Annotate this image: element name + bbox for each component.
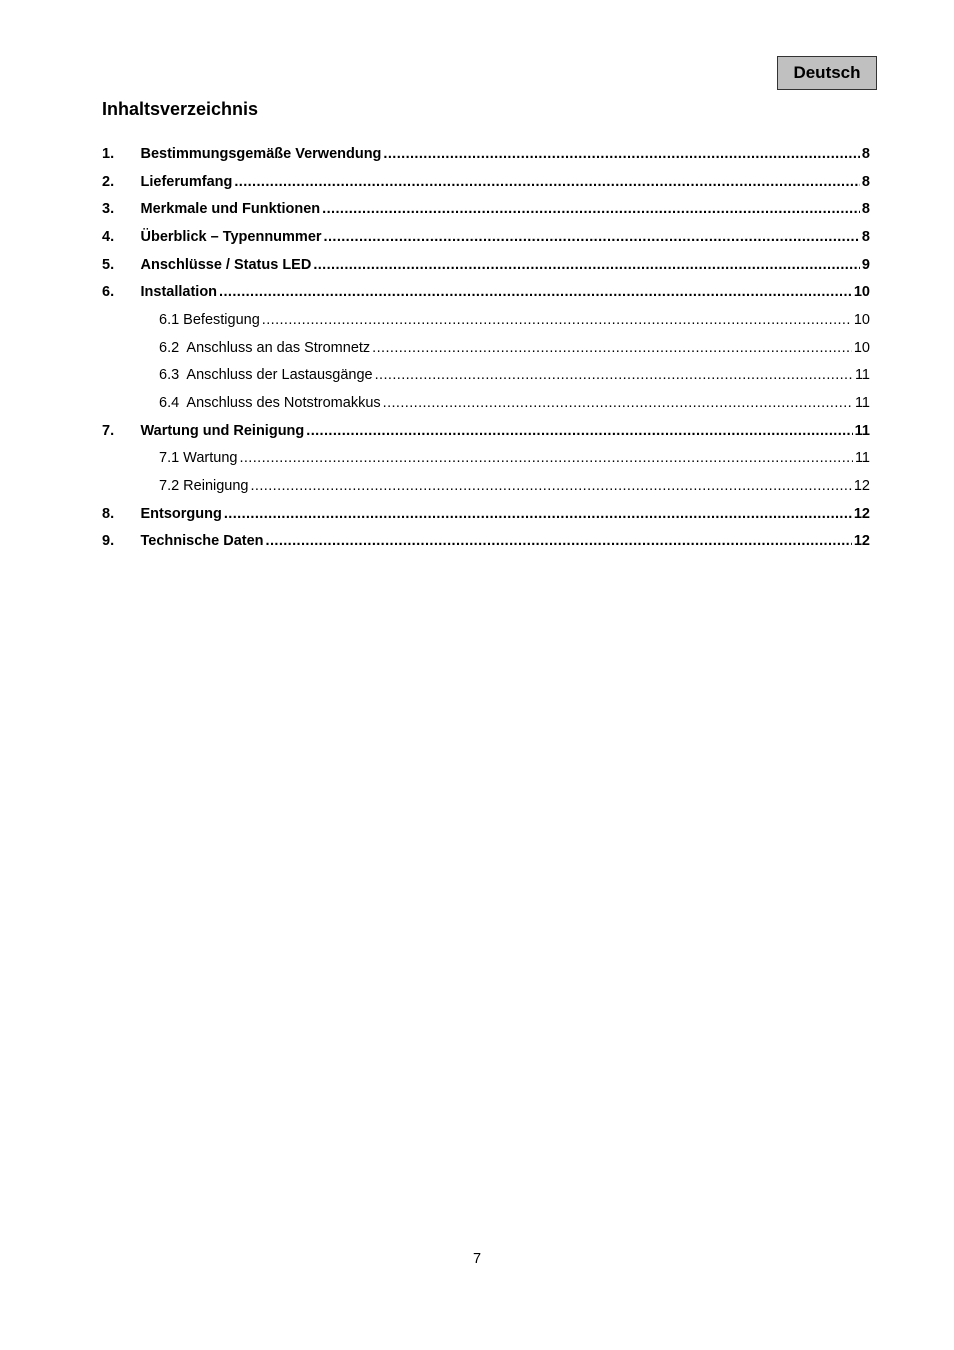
toc-entry-page: 8 xyxy=(861,173,870,190)
dot-leader xyxy=(372,340,852,356)
toc-entry-label: Überblick – Typennummer xyxy=(140,228,322,245)
toc-entry-label: Anschlüsse / Status LED xyxy=(140,256,312,273)
dot-leader xyxy=(239,450,852,466)
toc-entry[interactable] xyxy=(102,278,870,306)
dot-leader xyxy=(383,146,860,162)
toc-entry[interactable] xyxy=(102,500,870,528)
toc-entry-page: 8 xyxy=(861,201,870,218)
toc-subentry[interactable] xyxy=(102,334,870,362)
toc-entry-label: Merkmale und Funktionen xyxy=(140,201,321,218)
toc-entry-page: 8 xyxy=(861,228,870,245)
toc-entry-label: Installation xyxy=(140,284,218,301)
toc-entry-number: 6. xyxy=(102,284,115,301)
toc-entry-label: Technische Daten xyxy=(140,533,264,550)
language-badge: Deutsch xyxy=(777,56,877,90)
toc-subentry[interactable] xyxy=(102,472,870,500)
toc-entry-label: Lieferumfang xyxy=(140,173,233,190)
toc-entry-number: 2. xyxy=(102,173,115,190)
toc-subentry[interactable] xyxy=(102,445,870,473)
dot-leader xyxy=(375,367,853,383)
toc-entry-label: Wartung und Reinigung xyxy=(140,422,305,439)
toc-entry-page: 12 xyxy=(853,533,870,550)
toc-entry[interactable] xyxy=(102,417,870,445)
dot-leader xyxy=(313,257,860,273)
toc-entry[interactable] xyxy=(102,140,870,168)
toc-entry[interactable] xyxy=(102,528,870,556)
toc-subentry-page: 11 xyxy=(854,395,870,412)
toc-entry-number: 4. xyxy=(102,228,115,245)
toc-entry-label: Bestimmungsgemäße Verwendung xyxy=(140,145,382,162)
toc-subentry-label: 7.1 Wartung xyxy=(159,450,238,467)
toc-entry-number: 7. xyxy=(102,422,115,439)
toc-entry-page: 11 xyxy=(854,422,870,439)
toc-entry-number: 5. xyxy=(102,256,115,273)
toc-subentry-label: 7.2 Reinigung xyxy=(159,478,249,495)
toc-entry-page: 8 xyxy=(861,145,870,162)
toc-entry-number: 8. xyxy=(102,505,115,522)
dot-leader xyxy=(322,201,860,217)
dot-leader xyxy=(262,312,852,328)
toc-entry-number: 3. xyxy=(102,201,115,218)
toc-subentry-label: 6.2 Anschluss an das Stromnetz xyxy=(159,339,371,356)
table-of-contents xyxy=(102,140,870,555)
dot-leader xyxy=(224,506,852,522)
toc-subentry[interactable] xyxy=(102,306,870,334)
toc-entry[interactable] xyxy=(102,168,870,196)
toc-entry[interactable] xyxy=(102,251,870,279)
toc-subentry[interactable] xyxy=(102,389,870,417)
page-number: 7 xyxy=(472,1251,482,1267)
toc-subentry-page: 11 xyxy=(854,450,870,467)
toc-subentry-page: 11 xyxy=(854,367,870,384)
toc-subentry-label: 6.1 Befestigung xyxy=(159,311,260,328)
toc-entry-page: 10 xyxy=(853,284,870,301)
toc-subentry-page: 10 xyxy=(853,311,870,328)
toc-subentry-label: 6.3 Anschluss der Lastausgänge xyxy=(159,367,373,384)
dot-leader xyxy=(306,423,852,439)
toc-title: Inhaltsverzeichnis xyxy=(102,99,259,119)
toc-subentry-page: 10 xyxy=(853,339,870,356)
dot-leader xyxy=(219,284,852,300)
toc-entry-page: 9 xyxy=(861,256,870,273)
toc-entry-number: 9. xyxy=(102,533,115,550)
toc-entry-page: 12 xyxy=(853,505,870,522)
toc-entry-label: Entsorgung xyxy=(140,505,222,522)
dot-leader xyxy=(234,174,860,190)
toc-entry[interactable] xyxy=(102,223,870,251)
toc-subentry[interactable] xyxy=(102,362,870,390)
dot-leader xyxy=(383,395,853,411)
toc-subentry-label: 6.4 Anschluss des Notstromakkus xyxy=(159,395,381,412)
dot-leader xyxy=(251,478,852,494)
toc-subentry-page: 12 xyxy=(853,478,870,495)
toc-entry-number: 1. xyxy=(102,145,115,162)
dot-leader xyxy=(266,533,852,549)
dot-leader xyxy=(324,229,860,245)
toc-entry[interactable] xyxy=(102,195,870,223)
